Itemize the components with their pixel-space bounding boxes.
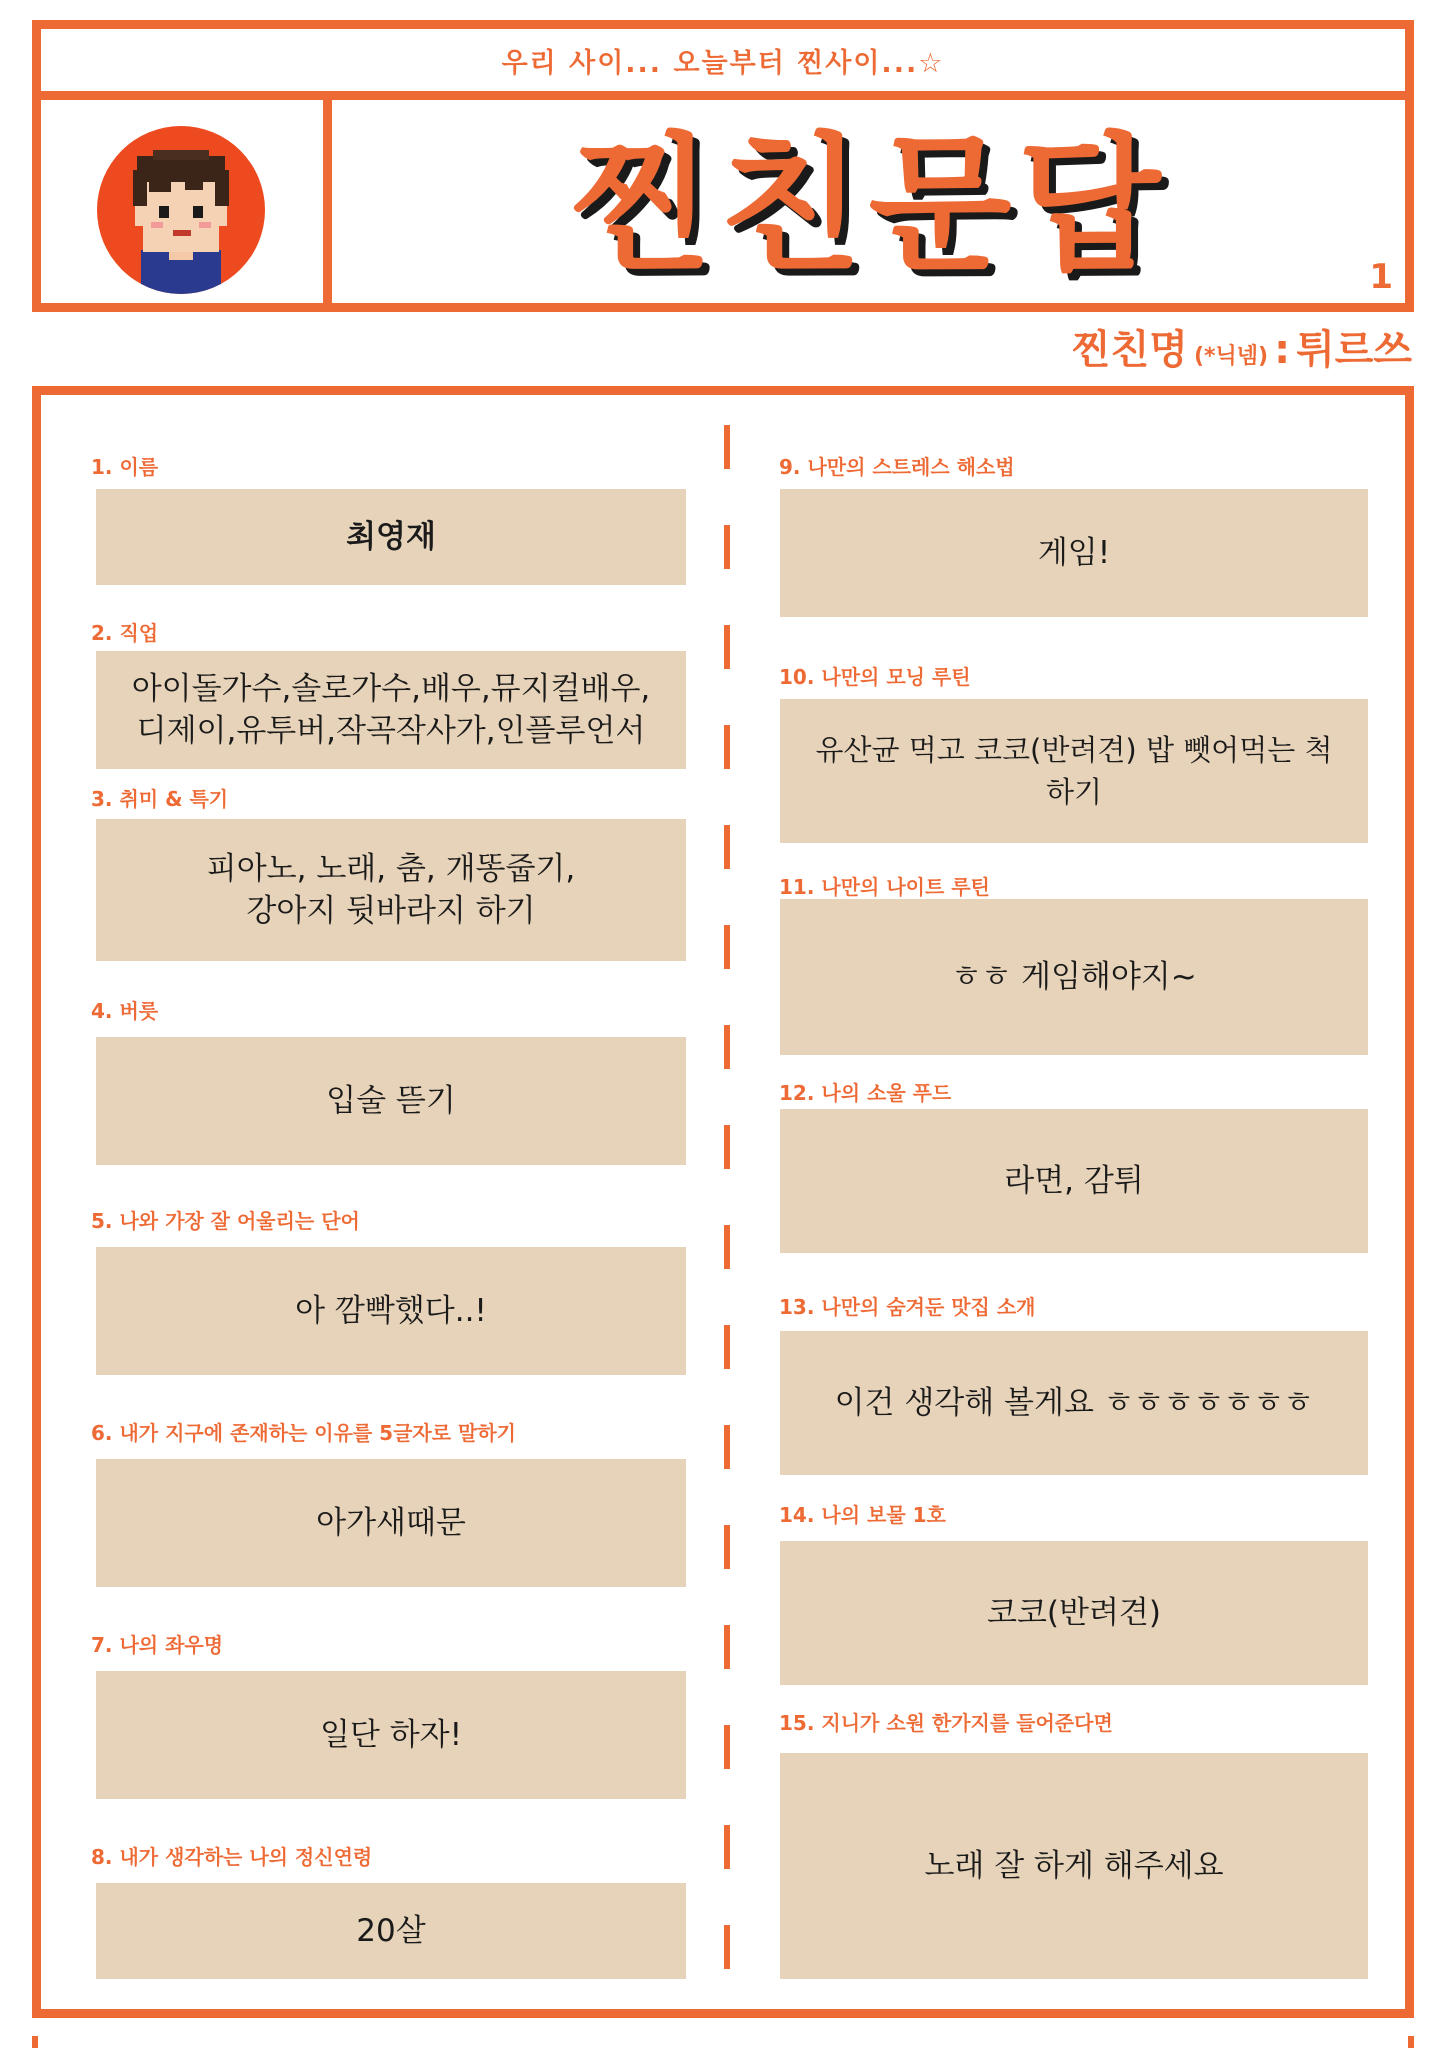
tagline-bar xyxy=(41,29,1405,100)
header-frame xyxy=(32,20,1414,312)
question-label: 6. 내가 지구에 존재하는 이유를 5글자로 말하기 xyxy=(91,1421,516,1445)
pixel-boy-avatar-icon xyxy=(97,126,265,294)
question-label: 12. 나의 소울 푸드 xyxy=(779,1081,952,1105)
answer-box: 입술 뜯기 xyxy=(96,1037,686,1165)
answer-box: 일단 하자! xyxy=(96,1671,686,1799)
nickname-value: 튀르쓰 xyxy=(1296,327,1412,373)
answer-box: 아 깜빡했다..! xyxy=(96,1247,686,1375)
answer-box: 아이돌가수,솔로가수,배우,뮤지컬배우, 디제이,유투버,작곡작사가,인플루언서 xyxy=(96,651,686,769)
question-label: 4. 버릇 xyxy=(91,999,159,1023)
nickname-sub: (*닉넴) xyxy=(1193,344,1269,369)
answer-box: 라면, 감튀 xyxy=(780,1109,1368,1253)
question-label: 9. 나만의 스트레스 해소법 xyxy=(779,455,1015,479)
answer-box: 게임! xyxy=(780,489,1368,617)
nickname-line xyxy=(1072,318,1412,375)
question-label: 14. 나의 보물 1호 xyxy=(779,1503,946,1527)
tagline: 우리 사이... 오늘부터 찐사이...☆ xyxy=(501,47,945,79)
page-number: 1 xyxy=(1369,257,1393,297)
question-label: 15. 지니가 소원 한가지를 들어준다면 xyxy=(779,1711,1113,1735)
question-label: 11. 나만의 나이트 루틴 xyxy=(779,875,990,899)
question-label: 8. 내가 생각하는 나의 정신연령 xyxy=(91,1845,373,1869)
avatar-cell xyxy=(41,100,332,303)
next-page-peek xyxy=(32,2028,1414,2048)
answer-box: 20살 xyxy=(96,1883,686,1979)
answer-box: 이건 생각해 볼게요 ㅎㅎㅎㅎㅎㅎㅎ xyxy=(780,1331,1368,1475)
question-label: 3. 취미 & 특기 xyxy=(91,787,229,811)
column-divider xyxy=(724,425,730,1989)
question-label: 2. 직업 xyxy=(91,621,159,645)
question-label: 5. 나와 가장 잘 어울리는 단어 xyxy=(91,1209,360,1233)
question-label: 1. 이름 xyxy=(91,455,159,479)
nickname-label: 찐친명 xyxy=(1072,327,1188,373)
question-label: 13. 나만의 숨겨둔 맛집 소개 xyxy=(779,1295,1036,1319)
main-title: 찐친문답 xyxy=(570,119,1167,291)
question-label: 10. 나만의 모닝 루틴 xyxy=(779,665,971,689)
answer-box: 유산균 먹고 코코(반려견) 밥 뺏어먹는 척 하기 xyxy=(780,699,1368,843)
nickname-sep: : xyxy=(1274,327,1291,373)
answer-box: 피아노, 노래, 춤, 개똥줍기, 강아지 뒷바라지 하기 xyxy=(96,819,686,961)
answer-box: ㅎㅎ 게임해야지~ xyxy=(780,899,1368,1055)
answer-box: 최영재 xyxy=(96,489,686,585)
answer-box: 코코(반려견) xyxy=(780,1541,1368,1685)
question-label: 7. 나의 좌우명 xyxy=(91,1633,224,1657)
answer-box: 노래 잘 하게 해주세요 xyxy=(780,1753,1368,1979)
qa-frame xyxy=(32,386,1414,2018)
answer-box: 아가새때문 xyxy=(96,1459,686,1587)
title-cell xyxy=(332,100,1405,303)
